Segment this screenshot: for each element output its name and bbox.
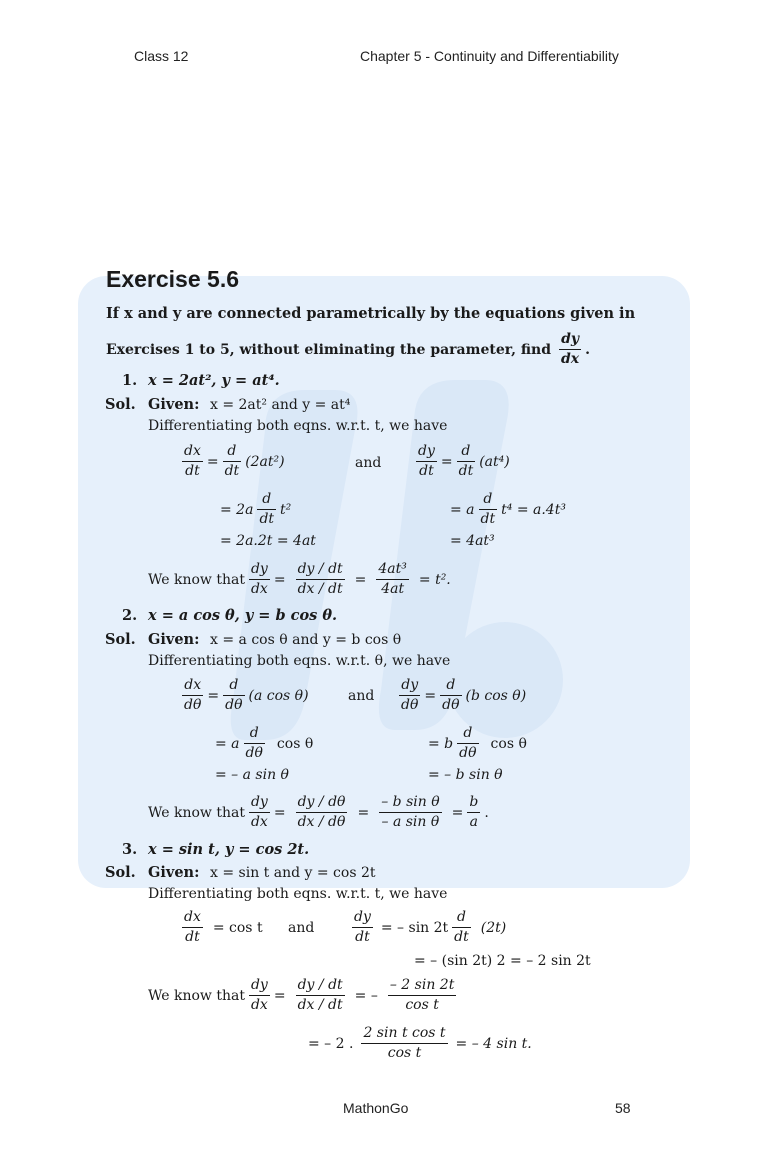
p2-x-step2-post: cos θ	[276, 735, 314, 752]
p1-d: d	[223, 442, 242, 462]
problem-1-sol-label: Sol.	[105, 396, 136, 413]
problem-3-given-label: Given:	[148, 864, 200, 881]
problem-1-statement: x = 2at², y = at⁴.	[148, 372, 280, 389]
p3-x-rhs: = cos t	[212, 919, 263, 936]
p3-lastd: cos t	[387, 1045, 422, 1061]
p1-dt: dt	[185, 463, 200, 479]
p2-d2-dtheta: dθ	[442, 697, 460, 713]
p1-x-step2-pre: = 2a	[220, 501, 254, 518]
p1-dydt-eq: $\frac{dy}{dt}$ = $\frac{d}{dt}$ (at⁴)	[418, 443, 510, 479]
p3-k-eq-pre: = –	[354, 987, 378, 1004]
p2-d-dtheta: dθ	[225, 697, 243, 713]
p3-dt: dt	[185, 929, 200, 945]
p2-x-d-dtheta: dθ	[245, 745, 263, 761]
p3-y-rhs-pre: = – sin 2t	[380, 919, 449, 936]
p1-dx: dx	[182, 442, 203, 462]
p2-dtheta: dθ	[184, 697, 202, 713]
intro-frac-den: dx	[560, 351, 580, 367]
p3-dx: dx	[182, 908, 203, 928]
p2-dxdtheta-eq: $\frac{dx}{d\theta}$ = $\frac{d}{d\theta}$ (a cos θ)	[184, 677, 309, 713]
page-number: 58	[615, 1100, 631, 1116]
p2-dydtheta-eq: $\frac{dy}{d\theta}$ = $\frac{d}{d\theta}$ (b cos θ)	[401, 677, 527, 713]
header-class: Class 12	[134, 48, 189, 64]
p2-y-step2-pre: = b	[428, 735, 454, 752]
p2-x-step2	[215, 724, 313, 763]
p1-kf3n: 4at³	[376, 560, 409, 580]
p1-know: We know that	[148, 571, 245, 588]
problem-1-diff-line: Differentiating both eqns. w.r.t. t, we have	[148, 418, 448, 434]
p2-kf3d: – a sin θ	[381, 814, 440, 830]
p2-dx: dx	[182, 676, 203, 696]
problem-3-number: 3.	[122, 841, 138, 858]
p2-kf2d: dx / dθ	[297, 814, 346, 830]
p2-y-d-dtheta: dθ	[459, 745, 477, 761]
p1-kf1d: dx	[250, 581, 268, 597]
problem-2-diff-line: Differentiating both eqns. w.r.t. θ, we have	[148, 653, 451, 669]
p1-x-arg: (2at²)	[245, 453, 285, 470]
p1-x-step2	[220, 490, 291, 529]
p1-y-step2	[450, 490, 566, 529]
p1-d2: d	[457, 442, 476, 462]
p2-x-step3: = – a sin θ	[215, 767, 289, 783]
p3-kf3d: cos t	[405, 997, 439, 1013]
p1-y-arg: (at⁴)	[479, 453, 510, 470]
p3-y-rhs-post: (2t)	[480, 919, 507, 936]
p2-and: and	[348, 688, 375, 704]
p2-kf2n: dy / dθ	[296, 793, 348, 813]
p1-x-d: d	[257, 490, 276, 510]
p3-lastn: 2 sin t cos t	[361, 1024, 447, 1044]
p1-y-step2-pre: = a	[450, 501, 475, 518]
p1-kf3d: 4at	[381, 581, 405, 597]
p2-x-step2-pre: = a	[215, 735, 240, 752]
p1-dy-dt: dt	[419, 463, 434, 479]
footer-brand: MathonGo	[343, 1100, 409, 1116]
p3-know: We know that	[148, 987, 245, 1004]
p1-x-step2-post: t²	[280, 501, 292, 518]
p1-d2-dt: dt	[458, 463, 474, 479]
p1-dy: dy	[416, 442, 437, 462]
p2-x-d: d	[244, 724, 265, 744]
p2-d: d	[223, 676, 244, 696]
p2-y-arg: (b cos θ)	[465, 687, 527, 704]
exercise-title: Exercise 5.6	[106, 266, 240, 292]
p3-and: and	[288, 920, 315, 936]
p1-y-d-dt: dt	[480, 511, 496, 527]
p2-y-step2-post: cos θ	[490, 735, 527, 752]
exercise-intro-line1: If x and y are connected parametrically by the equations given in	[106, 305, 636, 322]
problem-2-given: x = a cos θ and y = b cos θ	[210, 632, 402, 648]
p2-dy-dtheta: dθ	[401, 697, 419, 713]
p1-know-eq: We know that $\frac{dy}{dx}$ = $\frac{dy / dt}{dx / dt}$ = $\frac{\text{4at³}}{4at}$ = t².	[148, 561, 451, 597]
problem-3-diff-line: Differentiating both eqns. w.r.t. t, we have	[148, 886, 448, 902]
p3-dydt-eq	[348, 908, 506, 947]
problem-2-sol-label: Sol.	[105, 631, 136, 648]
p3-know-eq: We know that $\frac{dy}{dx}$ = $\frac{dy / dt}{dx / dt}$ = – $\frac{- 2 \sin 2t}{\text{cos t}}$	[148, 977, 455, 1013]
p2-y-step2	[428, 724, 527, 763]
p3-y-step2: = – (sin 2t) 2 = – 2 sin 2t	[414, 953, 591, 969]
problem-1-given: x = 2at² and y = at⁴	[210, 397, 351, 413]
p3-dy-dt: dt	[355, 929, 370, 945]
p1-kresult: = t².	[418, 571, 451, 588]
p3-final-eq	[308, 1024, 532, 1063]
header-chapter: Chapter 5 - Continuity and Differentiability	[360, 48, 619, 64]
p2-kf4n: b	[467, 793, 480, 813]
intro-frac-num: dy	[559, 330, 581, 350]
problem-3-given: x = sin t and y = cos 2t	[210, 865, 376, 881]
exercise-intro-line2: Exercises 1 to 5, without eliminating the parameter, find $\frac{dy}{dx}$ .	[106, 331, 590, 367]
p3-kf1n: dy	[249, 976, 270, 996]
p2-kf4d: a	[469, 814, 479, 830]
p3-last-result: = – 4 sin t.	[455, 1035, 532, 1052]
p2-y-step3: = – b sin θ	[428, 767, 503, 783]
p1-kf2d: dx / dt	[297, 581, 343, 597]
p1-x-d-dt: dt	[259, 511, 275, 527]
p3-kf2d: dx / dt	[297, 997, 343, 1013]
intro-fraction	[559, 330, 581, 369]
problem-2-given-label: Given:	[148, 631, 200, 648]
p1-d-dt: dt	[224, 463, 240, 479]
p1-and: and	[355, 455, 382, 471]
p2-dy: dy	[399, 676, 420, 696]
p3-kf1d: dx	[250, 997, 268, 1013]
p3-last-pre: = – 2 .	[308, 1035, 354, 1052]
intro-text: Exercises 1 to 5, without eliminating the parameter, find	[106, 341, 551, 358]
problem-2-statement: x = a cos θ, y = b cos θ.	[148, 607, 338, 624]
problem-1-given-label: Given:	[148, 396, 200, 413]
p3-dxdt-eq	[178, 908, 263, 947]
p2-kf3n: – b sin θ	[379, 793, 441, 813]
p2-kf1d: dx	[250, 814, 268, 830]
problem-3-statement: x = sin t, y = cos 2t.	[148, 841, 310, 858]
p2-y-d: d	[457, 724, 478, 744]
p1-dxdt-eq: $\frac{dx}{dt}$ = $\frac{d}{dt}$ (2at²)	[184, 443, 285, 479]
problem-1-number: 1.	[122, 372, 138, 389]
p2-know: We know that	[148, 804, 245, 821]
p3-d-dt: dt	[454, 929, 469, 945]
problem-2-number: 2.	[122, 607, 138, 624]
p3-d: d	[452, 908, 471, 928]
p2-d2: d	[440, 676, 461, 696]
p3-kf2n: dy / dt	[296, 976, 345, 996]
p1-x-step3: = 2a.2t = 4at	[220, 533, 316, 549]
p2-kf1n: dy	[249, 793, 270, 813]
p1-y-d: d	[479, 490, 498, 510]
p1-y-step2-post: t⁴ = a.4t³	[501, 501, 566, 518]
p2-know-eq: We know that $\frac{dy}{dx}$ = $\frac{dy / d\theta}{dx / d\theta}$ = $\frac{\text{– b sin θ}}{\text{– a sin θ}}$ = $\frac{b}{a}$ .	[148, 794, 489, 830]
p1-y-step3: = 4at³	[450, 533, 495, 549]
p1-kf1n: dy	[249, 560, 270, 580]
p3-dy: dy	[352, 908, 373, 928]
p1-kf2n: dy / dt	[296, 560, 345, 580]
p2-x-arg: (a cos θ)	[248, 687, 309, 704]
problem-3-sol-label: Sol.	[105, 864, 136, 881]
p3-kf3n: – 2 sin 2t	[388, 976, 456, 996]
